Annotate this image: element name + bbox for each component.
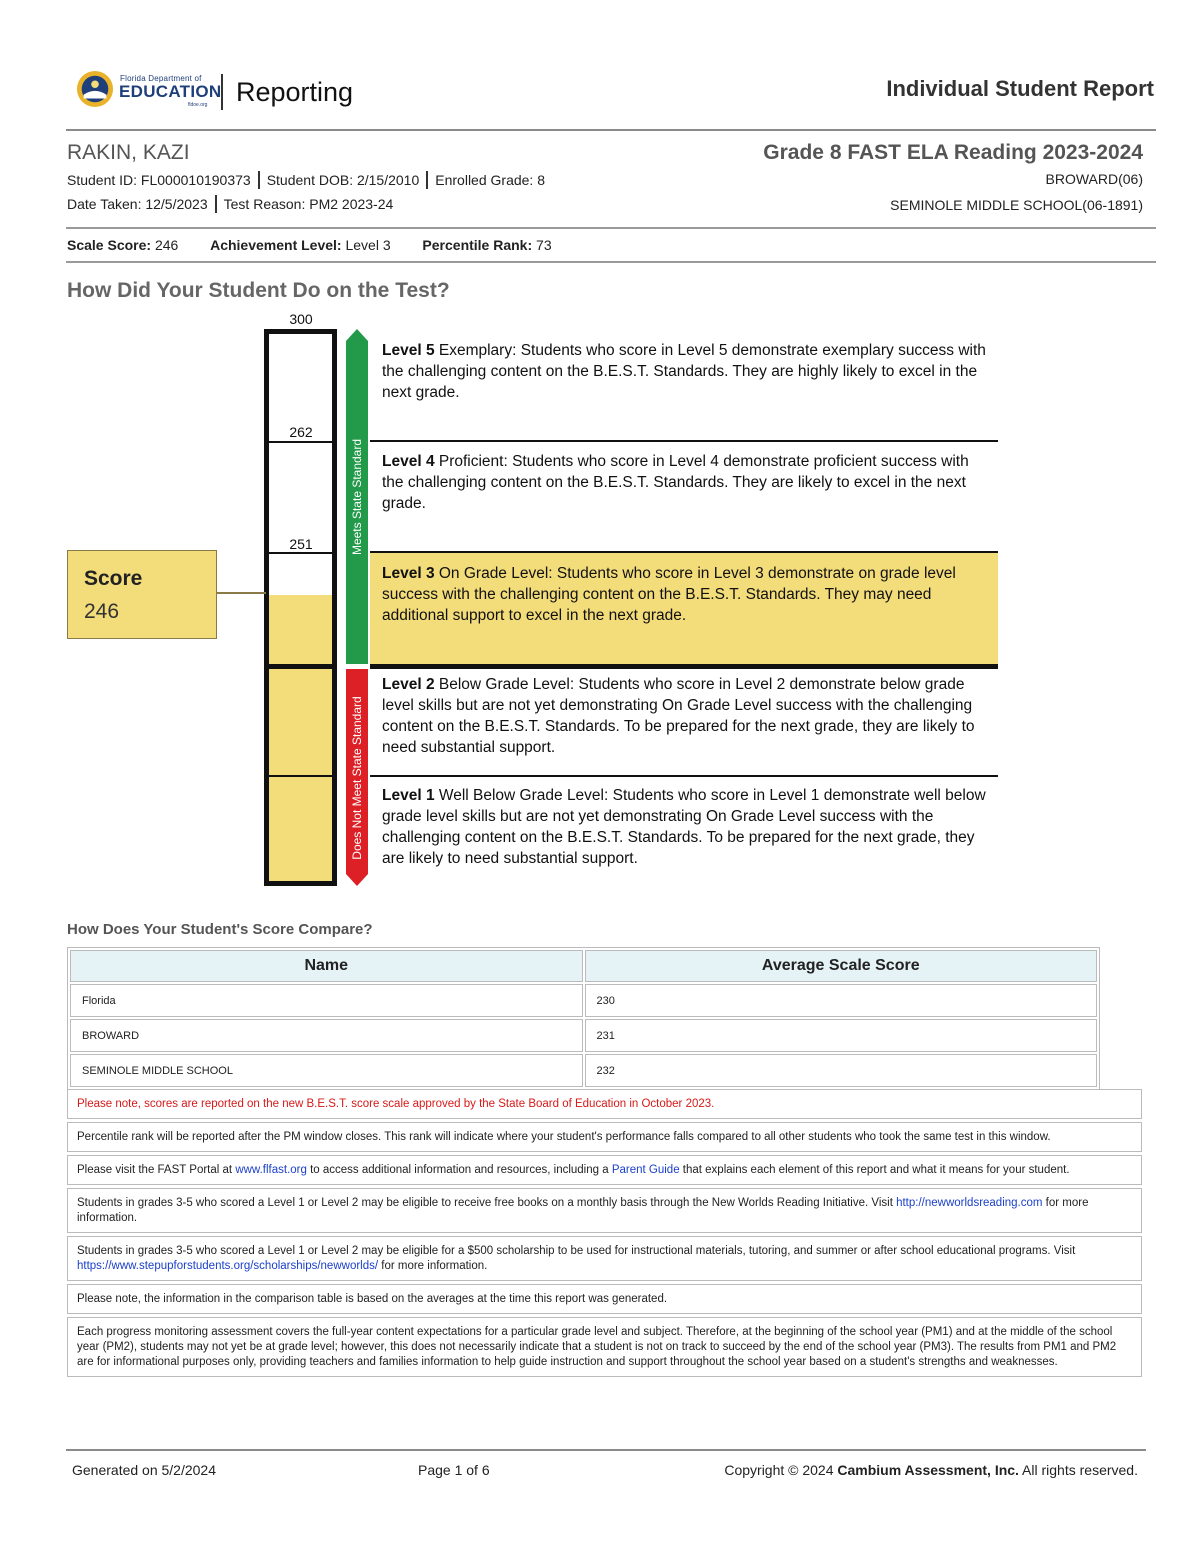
scale-score-value: 246 <box>154 237 179 253</box>
cut-score-label: 251 <box>289 536 313 552</box>
header-rule <box>66 129 1156 131</box>
level-2-description <box>370 663 998 775</box>
table-row <box>70 1054 1097 1087</box>
cut-line <box>269 441 332 443</box>
level-divider <box>370 551 998 553</box>
score-summary <box>67 237 552 253</box>
compare-score-cell: 231 <box>585 1019 1098 1052</box>
copyright-text: Copyright © 2024 <box>724 1462 838 1478</box>
not-meets-standard-label-wrap <box>346 669 368 886</box>
note-scholarship <box>67 1236 1142 1281</box>
level-5-description <box>370 329 998 441</box>
note-text: Please visit the FAST Portal at <box>77 1164 236 1176</box>
note-text: to access additional information and resources, including a <box>306 1164 612 1176</box>
student-name: RAKIN, KAZI <box>67 141 190 164</box>
scores-rule <box>66 261 1156 263</box>
note-score-scale: Please note, scores are reported on the new B.E.S.T. score scale approved by the State Board of Education in October 2023. <box>67 1089 1142 1119</box>
app-name: Reporting <box>236 77 354 107</box>
cut-score-label: 300 <box>289 311 313 327</box>
date-taken: Date Taken: 12/5/2023 <box>67 196 208 212</box>
note-text: for more information. <box>378 1260 488 1272</box>
compare-header-score: Average Scale Score <box>585 950 1098 982</box>
parent-guide-link[interactable]: Parent Guide <box>611 1164 680 1176</box>
student-info-line <box>67 171 545 189</box>
report-notes <box>67 1089 1142 1380</box>
cut-line <box>269 552 332 554</box>
level-name: Level 4 <box>382 453 435 470</box>
level-desc: Below Grade Level: Students who score in Level 2 demonstrate below grade level skills but are not yet demonstrating On Grade Level success with the challenging content on the B.E.S.T. Standards. To be prepared for the next grade, they are likely to need substantial support. <box>382 676 975 756</box>
scale-score-label: Scale Score: <box>67 237 152 253</box>
info-separator <box>258 171 260 189</box>
level-desc: Exemplary: Students who score in Level 5 demonstrate exemplary success with the challenging content on the B.E.S.T. Standards. They are highly likely to excel in the next grade. <box>382 342 986 401</box>
header-divider <box>221 74 223 110</box>
meets-standard-label-wrap <box>346 329 368 664</box>
info-separator <box>426 171 428 189</box>
score-callout <box>67 550 217 639</box>
copyright-text: All rights reserved. <box>1018 1462 1138 1478</box>
compare-score-cell: 232 <box>585 1054 1098 1087</box>
cut-score-label: 262 <box>289 424 313 440</box>
level-3-description <box>370 552 998 664</box>
note-comparison-table: Please note, the information in the comparison table is based on the averages at the time this report was generated. <box>67 1284 1142 1314</box>
achievement-level-label: Achievement Level: <box>210 237 342 253</box>
copyright-company: Cambium Assessment, Inc. <box>837 1462 1019 1478</box>
student-id: Student ID: FL000010190373 <box>67 172 251 188</box>
compare-score-cell: 230 <box>585 984 1098 1017</box>
info-rule <box>66 227 1156 229</box>
enrolled-grade: Enrolled Grade: 8 <box>435 172 545 188</box>
compare-name-cell: BROWARD <box>70 1019 583 1052</box>
achievement-level-value: Level 3 <box>345 237 391 253</box>
note-text: Students in grades 3-5 who scored a Level 1 or Level 2 may be eligible for a $500 scholarship to be used for instructional materials, tutoring, and summer or after school educational programs. Visit <box>77 1245 1076 1257</box>
footer-rule <box>66 1449 1146 1451</box>
test-title: Grade 8 FAST ELA Reading 2023-2024 <box>763 141 1143 164</box>
cut-line <box>269 775 332 777</box>
school: SEMINOLE MIDDLE SCHOOL(06-1891) <box>890 197 1143 213</box>
note-fast-portal <box>67 1155 1142 1185</box>
state-seal-icon <box>76 70 114 108</box>
test-info-line <box>67 195 393 213</box>
score-connector-line <box>217 592 266 594</box>
section-title: How Did Your Student Do on the Test? <box>67 279 450 302</box>
district: BROWARD(06) <box>1045 171 1143 187</box>
note-percentile: Percentile rank will be reported after the PM window closes. This rank will indicate where your student's performance falls compared to all other students who took the same test in this window. <box>67 1122 1142 1152</box>
flfast-link[interactable]: www.flfast.org <box>235 1164 307 1176</box>
compare-header-name: Name <box>70 950 583 982</box>
compare-title: How Does Your Student's Score Compare? <box>67 921 373 938</box>
logo-big-text: EDUCATION <box>119 82 222 101</box>
logo-sub-text: fldoe.org <box>188 102 208 108</box>
scale-bar-frame <box>264 329 337 886</box>
newworldsreading-link[interactable]: http://newworldsreading.com <box>896 1197 1043 1209</box>
level-name: Level 5 <box>382 342 435 359</box>
percentile-rank-label: Percentile Rank: <box>422 237 533 253</box>
cut-line <box>269 664 332 669</box>
compare-header-row <box>70 950 1097 982</box>
note-progress-monitoring: Each progress monitoring assessment covers the full-year content expectations for a particular grade level and subject. Therefore, at the beginning of the school year (PM1) and at the middle of the school year (PM2), students may not yet be at grade level; however, this does not necessarily indicate that a student is not on track to succeed by the end of the school year (PM3). The results from PM1 and PM2 are for informational purposes only, providing teachers and families information to help guide instruction and support throughout the school year based on a student's strengths and weaknesses. <box>67 1317 1142 1377</box>
stepupforstudents-link[interactable]: https://www.stepupforstudents.org/scholarships/newworlds/ <box>77 1260 379 1272</box>
note-text: Students in grades 3-5 who scored a Level 1 or Level 2 may be eligible to receive free books on a monthly basis through the New Worlds Reading Initiative. Visit <box>77 1197 897 1209</box>
note-text: that explains each element of this report and what it means for your student. <box>679 1164 1070 1176</box>
compare-table <box>67 947 1100 1090</box>
level-name: Level 2 <box>382 676 435 693</box>
table-row <box>70 1019 1097 1052</box>
level-1-description <box>370 774 998 886</box>
not-meets-standard-label: Does Not Meet State Standard <box>350 695 364 860</box>
table-row <box>70 984 1097 1017</box>
level-4-description <box>370 440 998 552</box>
level-name: Level 3 <box>382 565 435 582</box>
test-reason: Test Reason: PM2 2023-24 <box>223 196 394 212</box>
student-dob: Student DOB: 2/15/2010 <box>266 172 420 188</box>
level-desc: On Grade Level: Students who score in Level 3 demonstrate on grade level success with the challenging content on the B.E.S.T. Standards. They may need additional support to excel in the next grade. <box>382 565 956 624</box>
score-callout-value: 246 <box>84 600 120 623</box>
report-title: Individual Student Report <box>886 76 1154 101</box>
level-name: Level 1 <box>382 787 435 804</box>
page-number: Page 1 of 6 <box>418 1462 490 1478</box>
fldoe-logo <box>76 70 222 114</box>
copyright <box>724 1462 1138 1478</box>
note-text: for more information. <box>77 1197 1089 1224</box>
compare-name-cell: Florida <box>70 984 583 1017</box>
info-separator <box>215 195 217 213</box>
level-desc: Well Below Grade Level: Students who score in Level 1 demonstrate well below grade level skills but are not yet demonstrating On Grade Level success with the challenging content on the B.E.S.T. Standards. To be prepared for the next grade, they are likely to need substantial support. <box>382 787 986 867</box>
generated-date: Generated on 5/2/2024 <box>72 1462 217 1478</box>
meets-standard-label: Meets State Standard <box>350 438 364 555</box>
compare-name-cell: SEMINOLE MIDDLE SCHOOL <box>70 1054 583 1087</box>
note-new-worlds-reading <box>67 1188 1142 1233</box>
logo-small-text: Florida Department of <box>120 74 202 83</box>
percentile-rank-value: 73 <box>536 237 552 253</box>
score-callout-label: Score <box>84 567 143 590</box>
level-desc: Proficient: Students who score in Level 4 demonstrate proficient success with the challenging content on the B.E.S.T. Standards. They are likely to excel in the next grade. <box>382 453 969 512</box>
